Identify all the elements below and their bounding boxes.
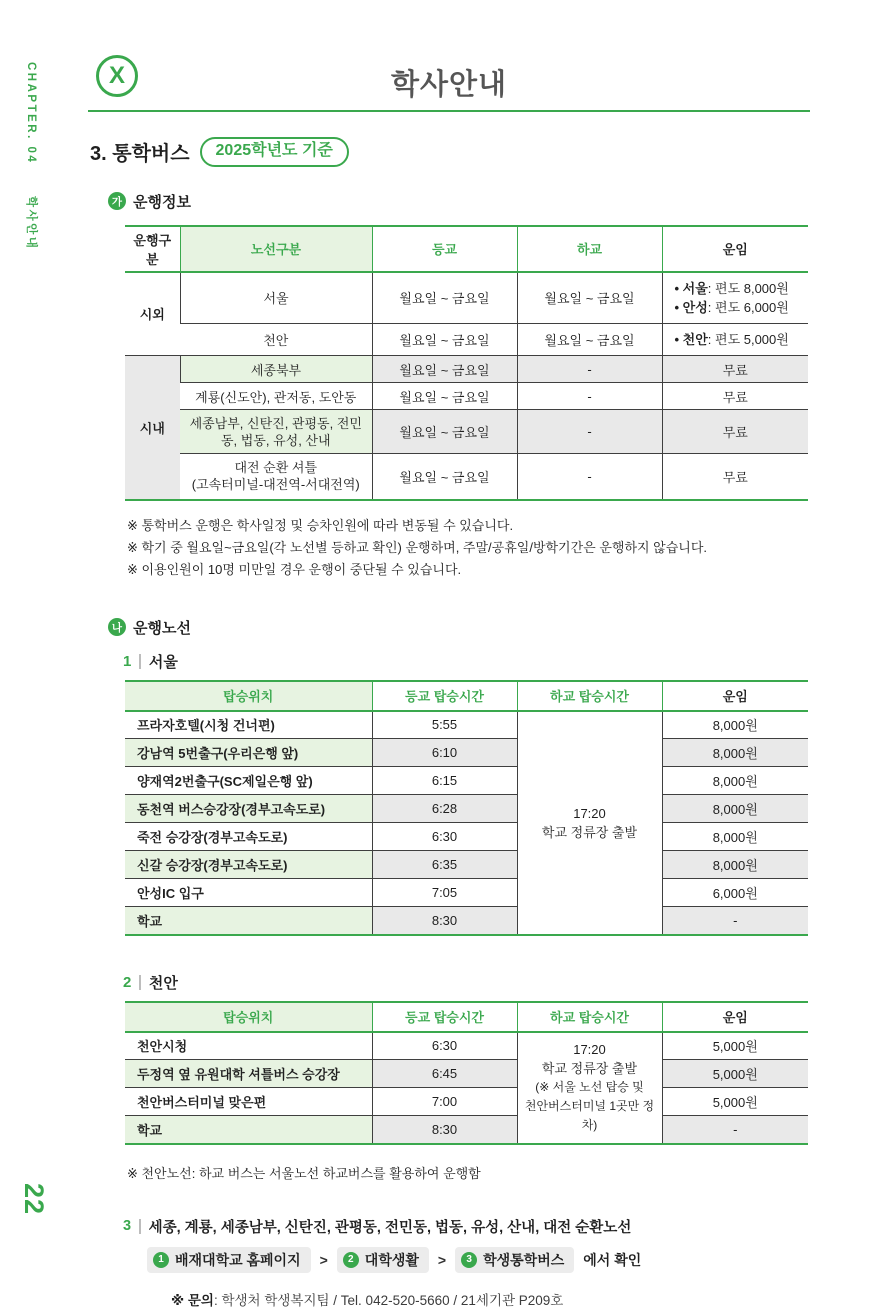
step-label: 대학생활 bbox=[364, 1251, 419, 1268]
stop-cell: 양재역2번출구(SC제일은행 앞) bbox=[125, 767, 372, 795]
stop-cell: 동천역 버스승강장(경부고속도로) bbox=[125, 795, 372, 823]
route-line: (고속터미널-대전역-서대전역) bbox=[191, 477, 360, 493]
page-content bbox=[88, 52, 810, 1309]
step-number-icon: 3 bbox=[461, 1252, 477, 1268]
back-cell: - bbox=[517, 356, 662, 383]
fare-cell: 무료 bbox=[662, 356, 808, 383]
col-header: 등교 bbox=[372, 226, 517, 272]
col-header: 탑승위치 bbox=[125, 681, 372, 711]
note-line: ※ 학기 중 월요일~금요일(각 노선별 등하교 확인) 운행하며, 주말/공휴일/방학기간은 운행하지 않습니다. bbox=[127, 539, 708, 555]
time-cell: 6:30 bbox=[372, 823, 517, 851]
stop-cell: 천안시청 bbox=[125, 1032, 372, 1060]
back-cell: - bbox=[517, 454, 662, 500]
col-header: 운임 bbox=[662, 226, 808, 272]
seoul-route-table bbox=[125, 680, 808, 936]
nav-step-shuttlebus bbox=[455, 1247, 574, 1273]
table-row bbox=[125, 383, 808, 410]
fare-cell: 무료 bbox=[662, 410, 808, 454]
step-number-icon: 1 bbox=[153, 1252, 169, 1268]
subsection-b-title: 운행노선 bbox=[133, 619, 191, 637]
table-row bbox=[125, 907, 808, 935]
route-cell: 세종남부, 신탄진, 관평동, 전민동, 법동, 유성, 산내 bbox=[180, 410, 372, 454]
time-cell: 8:30 bbox=[372, 1116, 517, 1144]
col-header: 등교 탑승시간 bbox=[372, 681, 517, 711]
subsection-a-heading bbox=[108, 191, 810, 212]
back-cell: 월요일 ~ 금요일 bbox=[517, 324, 662, 356]
time-cell: 8:30 bbox=[372, 907, 517, 935]
route-cell bbox=[180, 454, 372, 500]
contact-label: ※ 문의 bbox=[171, 1292, 214, 1308]
fare-cell: 5,000원 bbox=[662, 1060, 808, 1088]
col-header: 운행구분 bbox=[125, 226, 180, 272]
return-line: 학교 정류장 출발 bbox=[541, 1061, 638, 1077]
fare-value: : 편도 8,000원 bbox=[707, 280, 789, 296]
return-time-cell bbox=[517, 711, 662, 935]
year-badge: 2025학년도 기준 bbox=[200, 137, 349, 167]
go-cell: 월요일 ~ 금요일 bbox=[372, 454, 517, 500]
time-cell: 5:55 bbox=[372, 711, 517, 739]
fare-cell: 무료 bbox=[662, 454, 808, 500]
route-cell: 계룡(신도안), 관저동, 도안동 bbox=[180, 383, 372, 410]
stop-cell: 프라자호텔(시청 건너편) bbox=[125, 711, 372, 739]
col-header: 하교 탑승시간 bbox=[517, 681, 662, 711]
table-row bbox=[125, 739, 808, 767]
return-line: 학교 정류장 출발 bbox=[541, 824, 638, 840]
return-line: 17:20 bbox=[573, 805, 606, 821]
contact-detail: : 학생처 학생복지팀 / Tel. 042-520-5660 / 21세기관 P209호 bbox=[213, 1292, 564, 1308]
section-number: 3. bbox=[90, 143, 107, 166]
col-header: 하교 탑승시간 bbox=[517, 1002, 662, 1032]
fare-cell: 8,000원 bbox=[662, 767, 808, 795]
fare-cell bbox=[662, 272, 808, 324]
time-cell: 6:28 bbox=[372, 795, 517, 823]
fare-cell: 8,000원 bbox=[662, 823, 808, 851]
step-number-icon: 2 bbox=[343, 1252, 359, 1268]
col-header: 노선구분 bbox=[180, 226, 372, 272]
table-row bbox=[125, 823, 808, 851]
table-row bbox=[125, 324, 808, 356]
col-header: 하교 bbox=[517, 226, 662, 272]
chapter-side-label bbox=[24, 62, 40, 250]
university-logo-icon: X bbox=[96, 55, 138, 97]
nav-step-campuslife bbox=[337, 1247, 429, 1273]
time-cell: 6:30 bbox=[372, 1032, 517, 1060]
nav-step-homepage bbox=[147, 1247, 311, 1273]
table-row bbox=[125, 410, 808, 454]
label-divider bbox=[139, 1219, 141, 1234]
chevron-separator: > bbox=[437, 1251, 447, 1268]
return-line: 17:20 bbox=[573, 1042, 606, 1058]
subsection-a-title: 운행정보 bbox=[133, 193, 191, 211]
cheonan-route-table bbox=[125, 1001, 808, 1145]
route-label-seoul bbox=[123, 651, 810, 672]
fare-cell: 8,000원 bbox=[662, 739, 808, 767]
page-header bbox=[88, 52, 810, 112]
stop-cell: 두정역 옆 유원대학 셔틀버스 승강장 bbox=[125, 1060, 372, 1088]
route-name: 천안 bbox=[148, 974, 178, 992]
cheonan-footnote: ※ 천안노선: 하교 버스는 서울노선 하교버스를 활용하여 운행함 bbox=[127, 1165, 481, 1181]
fare-label: • 천안 bbox=[674, 332, 708, 348]
route-cell: 천안 bbox=[180, 324, 372, 356]
route-name: 세종, 계룡, 세종남부, 신탄진, 관평동, 전민동, 법동, 유성, 산내, 대전 순환노선 bbox=[148, 1219, 632, 1236]
fare-cell: 8,000원 bbox=[662, 711, 808, 739]
table-row bbox=[125, 1088, 808, 1116]
section-title bbox=[90, 137, 190, 166]
table-row bbox=[125, 454, 808, 500]
section-heading bbox=[90, 137, 810, 167]
group-label: 시외 bbox=[125, 272, 180, 356]
table-row bbox=[125, 767, 808, 795]
return-time-cell bbox=[517, 1032, 662, 1144]
note-line: ※ 이용인원이 10명 미만일 경우 운행이 중단될 수 있습니다. bbox=[127, 561, 462, 577]
go-cell: 월요일 ~ 금요일 bbox=[372, 272, 517, 324]
route-cell: 서울 bbox=[180, 272, 372, 324]
time-cell: 6:15 bbox=[372, 767, 517, 795]
page-title: 학사안내 bbox=[390, 69, 508, 101]
fare-cell: 5,000원 bbox=[662, 1032, 808, 1060]
return-line: 천안버스터미널 1곳만 정차) bbox=[524, 1099, 655, 1133]
fare-cell: - bbox=[662, 1116, 808, 1144]
table-row bbox=[125, 1116, 808, 1144]
circle-marker-na: 나 bbox=[108, 618, 126, 636]
back-cell: - bbox=[517, 383, 662, 410]
contact-info bbox=[171, 1289, 810, 1309]
table-row bbox=[125, 879, 808, 907]
fare-value: : 편도 5,000원 bbox=[707, 332, 789, 348]
go-cell: 월요일 ~ 금요일 bbox=[372, 410, 517, 454]
fare-label: • 안성 bbox=[674, 299, 708, 315]
table-row bbox=[125, 711, 808, 739]
table-row bbox=[125, 272, 808, 324]
route-line: 대전 순환 셔틀 bbox=[234, 460, 318, 476]
stop-cell: 학교 bbox=[125, 907, 372, 935]
stop-cell: 학교 bbox=[125, 1116, 372, 1144]
fare-cell: - bbox=[662, 907, 808, 935]
fare-cell: 8,000원 bbox=[662, 795, 808, 823]
nav-suffix: 에서 확인 bbox=[583, 1251, 642, 1268]
time-cell: 6:10 bbox=[372, 739, 517, 767]
col-header: 운임 bbox=[662, 681, 808, 711]
table-row bbox=[125, 851, 808, 879]
page-number: 22 bbox=[19, 1183, 49, 1216]
chapter-title: 학사안내 bbox=[25, 195, 37, 251]
time-cell: 6:35 bbox=[372, 851, 517, 879]
col-header: 등교 탑승시간 bbox=[372, 1002, 517, 1032]
col-header: 운임 bbox=[662, 1002, 808, 1032]
group-label: 시내 bbox=[125, 356, 180, 500]
subsection-b-heading bbox=[108, 617, 810, 638]
table-row bbox=[125, 1060, 808, 1088]
time-cell: 6:45 bbox=[372, 1060, 517, 1088]
fare-cell bbox=[662, 324, 808, 356]
table-header-row bbox=[125, 1002, 808, 1032]
time-cell: 7:05 bbox=[372, 879, 517, 907]
table-row bbox=[125, 356, 808, 383]
return-line: (※ 서울 노선 탑승 및 bbox=[535, 1080, 644, 1095]
step-label: 학생통학버스 bbox=[483, 1251, 565, 1268]
step-label: 배재대학교 홈페이지 bbox=[175, 1251, 301, 1268]
route3-block bbox=[123, 1216, 810, 1309]
stop-cell: 안성IC 입구 bbox=[125, 879, 372, 907]
go-cell: 월요일 ~ 금요일 bbox=[372, 383, 517, 410]
stop-cell: 천안버스터미널 맞은편 bbox=[125, 1088, 372, 1116]
table-row bbox=[125, 1032, 808, 1060]
fare-cell: 무료 bbox=[662, 383, 808, 410]
fare-cell: 8,000원 bbox=[662, 851, 808, 879]
stop-cell: 죽전 승강장(경부고속도로) bbox=[125, 823, 372, 851]
go-cell: 월요일 ~ 금요일 bbox=[372, 356, 517, 383]
fare-label: • 서울 bbox=[674, 280, 708, 296]
info-notes bbox=[127, 515, 810, 581]
route-number: 1 bbox=[123, 652, 132, 670]
route-name: 서울 bbox=[148, 653, 178, 671]
operation-info-table bbox=[125, 225, 808, 501]
back-cell: - bbox=[517, 410, 662, 454]
back-cell: 월요일 ~ 금요일 bbox=[517, 272, 662, 324]
table-header-row bbox=[125, 681, 808, 711]
fare-cell: 5,000원 bbox=[662, 1088, 808, 1116]
table-header-row bbox=[125, 226, 808, 272]
route-label-cheonan bbox=[123, 972, 810, 993]
circle-marker-ga: 가 bbox=[108, 192, 126, 210]
route-number: 2 bbox=[123, 973, 132, 991]
label-divider bbox=[139, 975, 141, 990]
route-number: 3 bbox=[123, 1218, 132, 1235]
go-cell: 월요일 ~ 금요일 bbox=[372, 324, 517, 356]
col-header: 탑승위치 bbox=[125, 1002, 372, 1032]
note-line: ※ 통학버스 운행은 학사일정 및 승차인원에 따라 변동될 수 있습니다. bbox=[127, 517, 514, 533]
time-cell: 7:00 bbox=[372, 1088, 517, 1116]
table-row bbox=[125, 795, 808, 823]
label-divider bbox=[139, 654, 141, 669]
navigation-path bbox=[147, 1247, 810, 1273]
fare-value: : 편도 6,000원 bbox=[707, 299, 789, 315]
chapter-number: CHAPTER. 04 bbox=[25, 62, 37, 165]
section-name: 통학버스 bbox=[112, 143, 190, 166]
fare-cell: 6,000원 bbox=[662, 879, 808, 907]
chevron-separator: > bbox=[319, 1251, 328, 1268]
stop-cell: 신갈 승강장(경부고속도로) bbox=[125, 851, 372, 879]
route-cell: 세종북부 bbox=[180, 356, 372, 383]
route-label-local bbox=[123, 1216, 810, 1237]
stop-cell: 강남역 5번출구(우리은행 앞) bbox=[125, 739, 372, 767]
